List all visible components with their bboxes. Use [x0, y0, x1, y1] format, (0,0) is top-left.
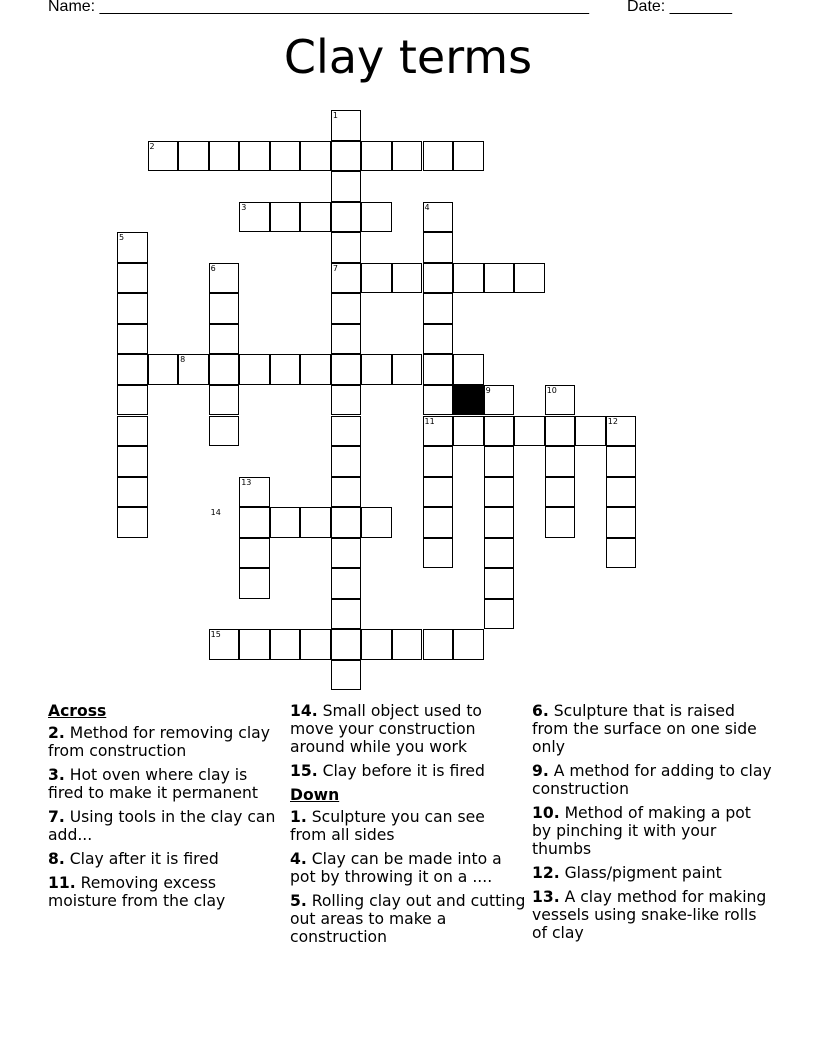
grid-cell[interactable] [117, 385, 148, 416]
clues-column-1 [48, 702, 284, 916]
grid-cell[interactable] [423, 446, 454, 477]
clue-down-5: 5. Rolling clay out and cutting out areas to make a construction [290, 892, 526, 946]
grid-cell[interactable] [239, 629, 270, 660]
grid-cell[interactable] [453, 354, 484, 385]
grid-cell[interactable] [361, 629, 392, 660]
grid-cell[interactable] [270, 141, 301, 172]
grid-cell[interactable] [331, 171, 362, 202]
date-label: Date: [627, 0, 666, 15]
across-heading: Across [48, 702, 107, 720]
clue-number-2: 2 [149, 141, 155, 151]
grid-cell[interactable] [117, 263, 148, 294]
grid-cell[interactable] [484, 599, 515, 630]
grid-cell[interactable] [453, 141, 484, 172]
grid-cell[interactable] [392, 629, 423, 660]
grid-cell[interactable] [575, 416, 606, 447]
grid-cell[interactable] [117, 416, 148, 447]
grid-cell[interactable] [239, 354, 270, 385]
grid-cell[interactable] [484, 538, 515, 569]
grid-cell[interactable] [423, 324, 454, 355]
grid-cell[interactable] [117, 507, 148, 538]
grid-cell[interactable] [209, 416, 240, 447]
clue-number-9: 9 [485, 385, 491, 395]
grid-cell[interactable] [392, 263, 423, 294]
grid-cell[interactable] [331, 629, 362, 660]
name-line[interactable]: _______________________________________________________ [99, 0, 589, 15]
grid-cell[interactable] [331, 202, 362, 233]
grid-cell[interactable] [361, 202, 392, 233]
grid-cell[interactable] [545, 477, 576, 508]
grid-cell[interactable] [423, 538, 454, 569]
grid-cell[interactable] [331, 446, 362, 477]
clue-across-8: 8. Clay after it is fired [48, 850, 219, 868]
clue-number-8: 8 [180, 355, 186, 365]
black-square [453, 385, 484, 416]
grid-cell[interactable] [423, 232, 454, 263]
clue-down-13: 13. A clay method for making vessels using snake-like rolls of clay [532, 888, 767, 942]
grid-cell[interactable] [423, 141, 454, 172]
clue-down-10: 10. Method of making a pot by pinching it with your thumbs [532, 804, 751, 858]
grid-cell[interactable] [239, 141, 270, 172]
grid-cell[interactable] [453, 629, 484, 660]
grid-cell[interactable] [117, 293, 148, 324]
grid-cell[interactable] [209, 354, 240, 385]
grid-cell[interactable] [178, 141, 209, 172]
grid-cell[interactable] [331, 538, 362, 569]
clue-number-14: 14 [210, 508, 221, 518]
clues-column-2 [290, 702, 526, 952]
grid-cell[interactable] [453, 263, 484, 294]
grid-cell[interactable] [514, 263, 545, 294]
clue-number-1: 1 [332, 111, 338, 120]
grid-cell[interactable] [209, 293, 240, 324]
grid-cell[interactable] [361, 354, 392, 385]
grid-cell[interactable] [239, 538, 270, 569]
grid-cell[interactable] [148, 354, 179, 385]
clue-across-11: 11. Removing excess moisture from the clay [48, 874, 226, 910]
clue-down-12: 12. Glass/pigment paint [532, 864, 722, 882]
clue-number-6: 6 [210, 263, 216, 273]
grid-cell[interactable] [361, 507, 392, 538]
grid-cell[interactable] [606, 446, 637, 477]
grid-cell[interactable] [239, 507, 270, 538]
grid-cell[interactable] [484, 477, 515, 508]
date-line[interactable]: _______ [669, 0, 732, 15]
grid-cell[interactable] [331, 416, 362, 447]
grid-cell[interactable] [270, 507, 301, 538]
grid-cell[interactable] [239, 568, 270, 599]
grid-cell[interactable] [300, 354, 331, 385]
grid-cell[interactable] [209, 141, 240, 172]
grid-cell[interactable] [270, 354, 301, 385]
clue-number-4: 4 [424, 202, 430, 212]
grid-cell[interactable] [117, 446, 148, 477]
grid-cell[interactable] [423, 385, 454, 416]
clue-across-3: 3. Hot oven where clay is fired to make it permanent [48, 766, 258, 802]
grid-cell[interactable] [209, 324, 240, 355]
clue-number-13: 13 [241, 477, 252, 487]
clue-down-4: 4. Clay can be made into a pot by throwing it on a .... [290, 850, 502, 886]
grid-cell[interactable] [423, 507, 454, 538]
grid-cell[interactable] [331, 477, 362, 508]
clue-down-6: 6. Sculpture that is raised from the surface on one side only [532, 702, 757, 756]
grid-cell[interactable] [484, 446, 515, 477]
clue-across-14: 14. Small object used to move your construction around while you work [290, 702, 482, 756]
grid-cell[interactable] [331, 385, 362, 416]
grid-cell[interactable] [331, 354, 362, 385]
grid-cell[interactable] [331, 599, 362, 630]
grid-cell[interactable] [484, 416, 515, 447]
grid-cell[interactable] [270, 629, 301, 660]
grid-cell[interactable] [423, 629, 454, 660]
puzzle-title: Clay terms [283, 30, 533, 84]
grid-cell[interactable] [606, 538, 637, 569]
grid-cell[interactable] [514, 416, 545, 447]
grid-cell[interactable] [423, 293, 454, 324]
grid-cell[interactable] [300, 141, 331, 172]
grid-cell[interactable] [331, 324, 362, 355]
grid-cell[interactable] [423, 477, 454, 508]
clue-number-7: 7 [332, 263, 338, 273]
grid-cell[interactable] [606, 477, 637, 508]
grid-cell[interactable] [484, 568, 515, 599]
grid-cell[interactable] [117, 354, 148, 385]
grid-cell[interactable] [545, 446, 576, 477]
grid-cell[interactable] [270, 202, 301, 233]
grid-cell[interactable] [453, 416, 484, 447]
clue-across-15: 15. Clay before it is fired [290, 762, 485, 780]
grid-cell[interactable] [331, 568, 362, 599]
grid-cell[interactable] [392, 354, 423, 385]
clue-number-5: 5 [119, 233, 125, 243]
name-label: Name: [48, 0, 96, 15]
grid-cell[interactable] [606, 507, 637, 538]
grid-cell[interactable] [331, 507, 362, 538]
grid-cell[interactable] [331, 293, 362, 324]
grid-cell[interactable] [300, 629, 331, 660]
down-heading: Down [290, 786, 340, 804]
grid-cell[interactable] [545, 416, 576, 447]
grid-cell[interactable] [361, 141, 392, 172]
grid-cell[interactable] [331, 660, 362, 691]
grid-cell[interactable] [392, 141, 423, 172]
clue-number-12: 12 [607, 416, 618, 426]
grid-cell[interactable] [484, 507, 515, 538]
clue-down-9: 9. A method for adding to clay construction [532, 762, 772, 798]
grid-cell[interactable] [300, 507, 331, 538]
grid-cell[interactable] [300, 202, 331, 233]
clue-down-1: 1. Sculpture you can see from all sides [290, 808, 485, 844]
grid-cell[interactable] [117, 477, 148, 508]
clue-number-10: 10 [546, 385, 557, 395]
grid-cell[interactable] [423, 263, 454, 294]
clues-column-3 [532, 702, 772, 948]
clue-across-7: 7. Using tools in the clay can add... [48, 808, 276, 844]
grid-cell[interactable] [484, 263, 515, 294]
clue-number-15: 15 [210, 630, 221, 640]
grid-cell[interactable] [209, 385, 240, 416]
grid-cell[interactable] [331, 232, 362, 263]
clue-number-11: 11 [424, 416, 435, 426]
clue-number-3: 3 [241, 202, 247, 212]
clue-across-2: 2. Method for removing clay from construction [48, 724, 270, 760]
grid-cell[interactable] [545, 507, 576, 538]
grid-cell[interactable] [423, 354, 454, 385]
grid-cell[interactable] [331, 141, 362, 172]
grid-cell[interactable] [361, 263, 392, 294]
grid-cell[interactable] [117, 324, 148, 355]
